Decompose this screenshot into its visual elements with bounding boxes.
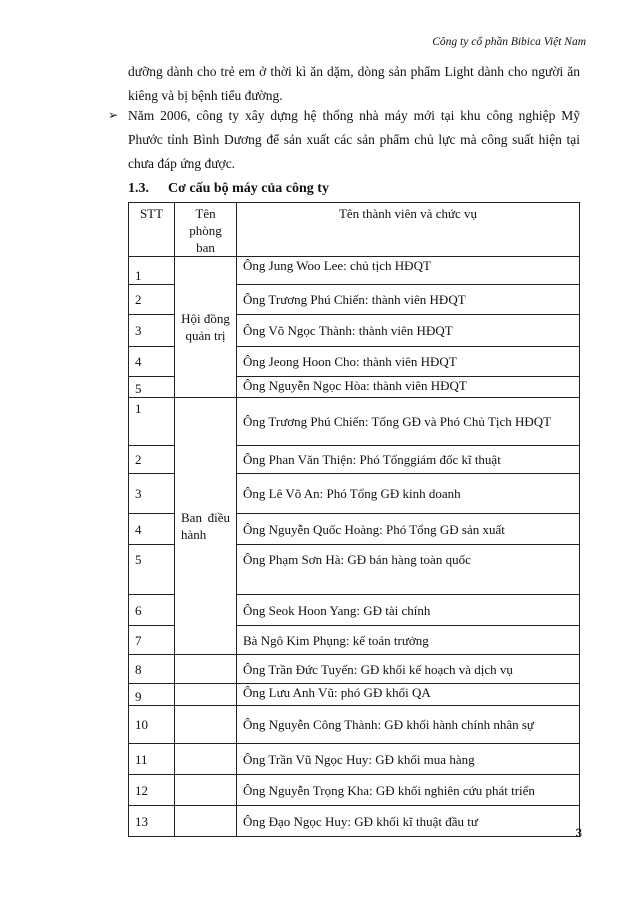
table-row: [129, 684, 580, 706]
section-heading: [128, 181, 329, 197]
dept-cell-empty: [175, 775, 237, 806]
row-stt: 9: [129, 684, 175, 706]
member-name: Ông Phạm Sơn Hà: GĐ bán hàng toàn quốc: [237, 545, 580, 595]
table-row: [129, 398, 580, 446]
row-stt: 2: [129, 446, 175, 474]
dept-executive: Ban điều hành: [175, 398, 237, 655]
table-header-row: [129, 203, 580, 257]
table-row: [129, 806, 580, 837]
member-name: Ông Seok Hoon Yang: GĐ tài chính: [237, 595, 580, 626]
member-name: Ông Trương Phú Chiến: thành viên HĐQT: [237, 285, 580, 315]
table-row: [129, 655, 580, 684]
dept-cell-empty: [175, 706, 237, 744]
row-stt: 4: [129, 347, 175, 377]
member-name: Ông Jeong Hoon Cho: thành viên HĐQT: [237, 347, 580, 377]
row-stt: 5: [129, 545, 175, 595]
header-members: Tên thành viên và chức vụ: [237, 203, 580, 257]
section-number: 1.3.: [128, 181, 149, 196]
row-stt: 4: [129, 514, 175, 545]
dept-cell-empty: [175, 744, 237, 775]
member-name: Ông Trần Vũ Ngọc Huy: GĐ khối mua hàng: [237, 744, 580, 775]
table-row: [129, 257, 580, 285]
page-number: 3: [575, 826, 582, 840]
row-stt: 3: [129, 474, 175, 514]
member-name: Ông Jung Woo Lee: chủ tịch HĐQT: [237, 257, 580, 285]
dept-board: Hội đồng quản trị: [175, 257, 237, 398]
row-stt: 8: [129, 655, 175, 684]
member-name: Ông Trần Đức Tuyến: GĐ khối kế hoạch và dịch vụ: [237, 655, 580, 684]
paragraph-bullet: Năm 2006, công ty xây dựng hệ thống nhà máy mới tại khu công nghiệp Mỹ Phước tỉnh Bình Dương để sản xuất các sản phẩm chủ lực mà công suất hiện tại chưa đáp ứng được.: [128, 108, 580, 171]
table-row: [129, 706, 580, 744]
member-name: Ông Lưu Anh Vũ: phó GĐ khối QA: [237, 684, 580, 706]
row-stt: 1: [129, 398, 175, 446]
member-name: Ông Lê Võ An: Phó Tổng GĐ kinh doanh: [237, 474, 580, 514]
row-stt: 7: [129, 626, 175, 655]
row-stt: 5: [129, 377, 175, 398]
member-name: Ông Nguyễn Công Thành: GĐ khối hành chính nhân sự: [237, 706, 580, 744]
org-structure-table: [128, 202, 580, 837]
member-name: Ông Trương Phú Chiến: Tổng GĐ và Phó Chủ Tịch HĐQT: [237, 398, 580, 446]
section-title: Cơ cấu bộ máy của công ty: [168, 181, 329, 196]
arrowhead-bullet-icon: ➢: [108, 108, 119, 122]
row-stt: 10: [129, 706, 175, 744]
row-stt: 3: [129, 315, 175, 347]
dept-cell-empty: [175, 806, 237, 837]
row-stt: 11: [129, 744, 175, 775]
table-row: [129, 775, 580, 806]
paragraph-continued: dưỡng dành cho trẻ em ở thời kì ăn dặm, dòng sản phẩm Light dành cho người ăn kiêng và bị bệnh tiểu đường.: [128, 64, 580, 103]
dept-cell-empty: [175, 655, 237, 684]
table-row: [129, 744, 580, 775]
member-name: Ông Nguyễn Quốc Hoàng: Phó Tổng GĐ sản xuất: [237, 514, 580, 545]
member-name: Ông Đạo Ngọc Huy: GĐ khối kĩ thuật đầu tư: [237, 806, 580, 837]
row-stt: 1: [129, 257, 175, 285]
row-stt: 2: [129, 285, 175, 315]
row-stt: 13: [129, 806, 175, 837]
member-name: Ông Phan Văn Thiện: Phó Tổnggiám đốc kĩ thuật: [237, 446, 580, 474]
member-name: Ông Nguyễn Trọng Kha: GĐ khối nghiên cứu phát triển: [237, 775, 580, 806]
member-name: Bà Ngô Kim Phụng: kế toán trưởng: [237, 626, 580, 655]
row-stt: 6: [129, 595, 175, 626]
member-name: Ông Võ Ngọc Thành: thành viên HĐQT: [237, 315, 580, 347]
member-name: Ông Nguyễn Ngọc Hòa: thành viên HĐQT: [237, 377, 580, 398]
dept-cell-empty: [175, 684, 237, 706]
page-header: Công ty cổ phần Bibica Việt Nam: [432, 36, 586, 48]
row-stt: 12: [129, 775, 175, 806]
header-dept: Tên phòng ban: [175, 203, 237, 257]
header-stt: STT: [129, 203, 175, 257]
